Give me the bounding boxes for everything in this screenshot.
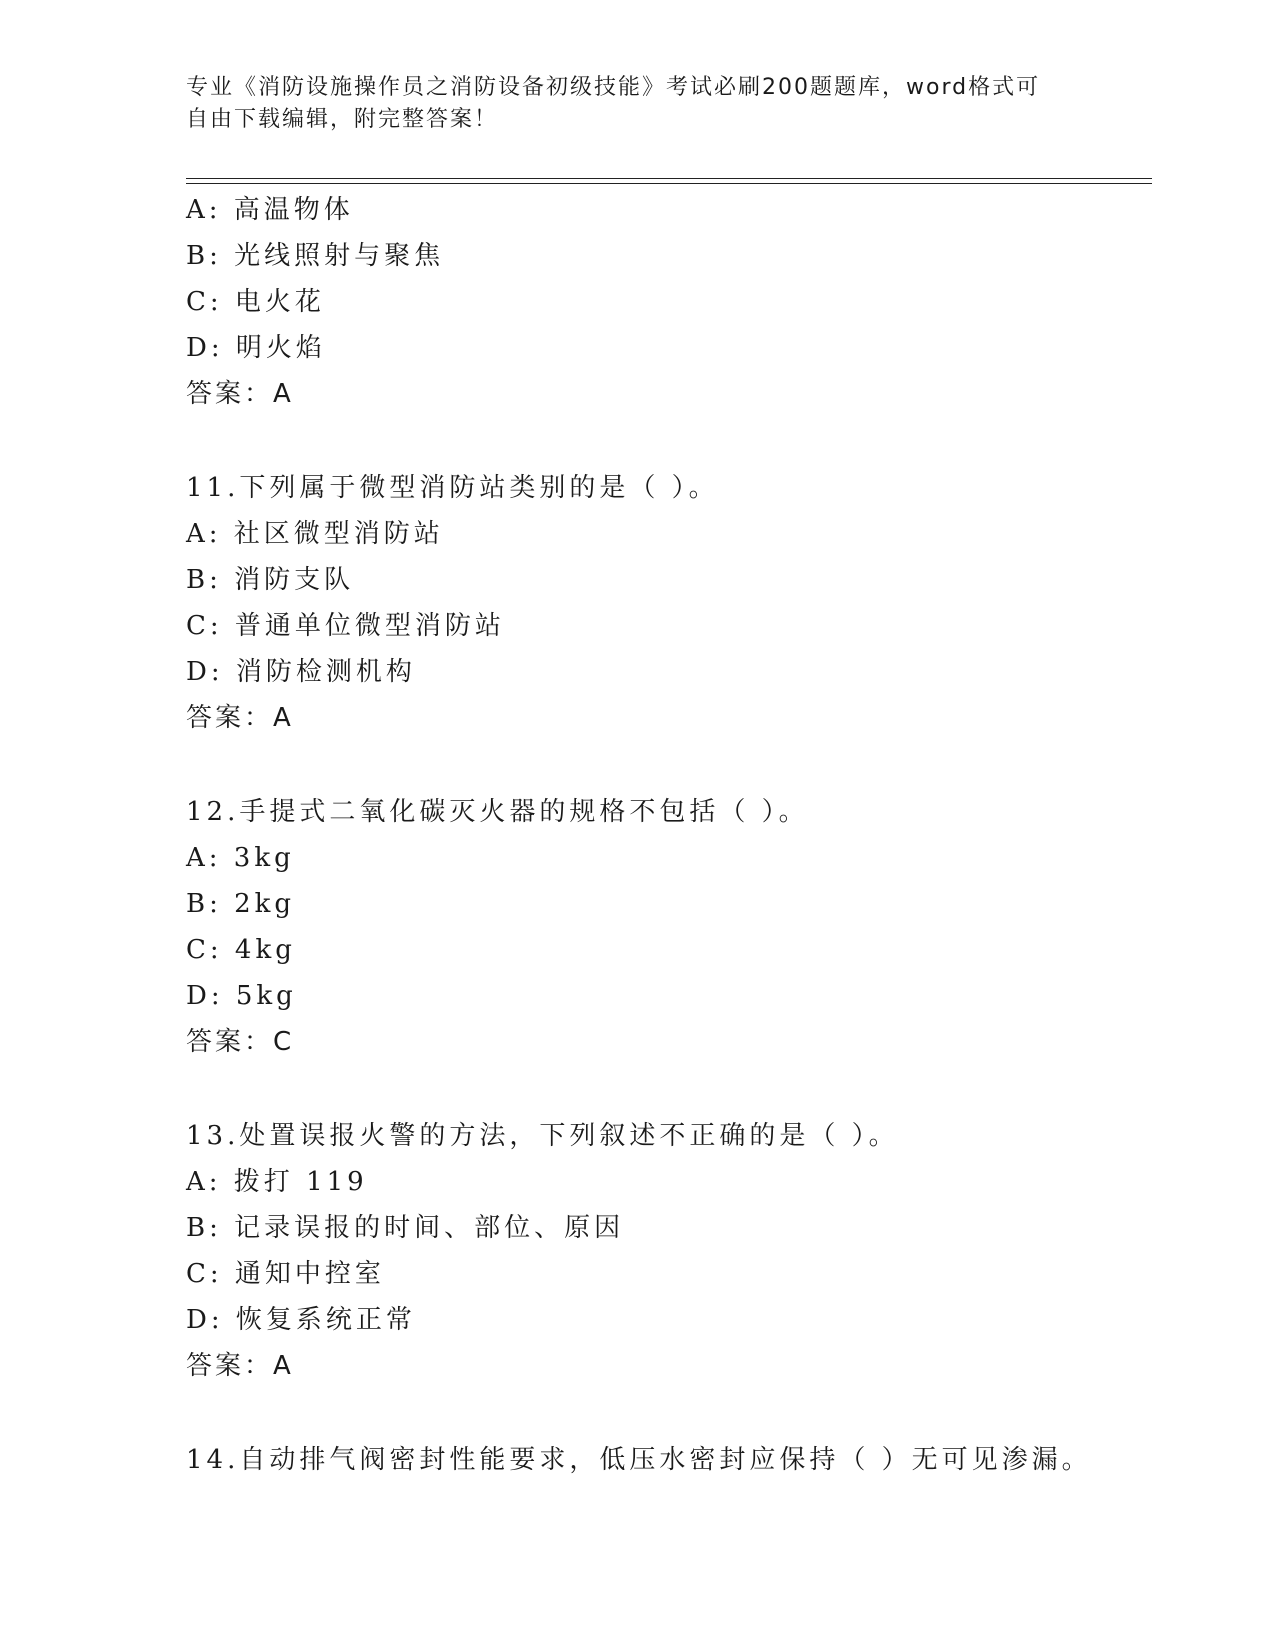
question-text: 12.手提式二氧化碳灭火器的规格不包括（ ）。 [186,797,809,827]
header-line-2: 自由下载编辑，附完整答案！ [186,107,499,132]
document-header [186,72,1076,136]
option-d: D: 消防检测机构 [186,657,416,687]
option-a: A: 高温物体 [186,195,354,225]
option-a: A: 3kg [186,843,295,873]
header-rule-bottom [186,183,1152,184]
answer-line: 答案：A [186,379,294,409]
question-block-14 [186,1437,1152,1483]
header-rule-top [186,178,1152,179]
question-block-13 [186,1113,1152,1389]
option-c: C: 电火花 [186,287,325,317]
question-block-11 [186,465,1152,741]
option-b: B: 记录误报的时间、部位、原因 [186,1213,625,1243]
answer-line: 答案：A [186,1351,294,1381]
option-d: D: 恢复系统正常 [186,1305,416,1335]
question-list [186,187,1152,1483]
option-a: A: 拨打 119 [186,1167,368,1197]
option-d: D: 5kg [186,981,297,1011]
option-a: A: 社区微型消防站 [186,519,444,549]
question-text: 14.自动排气阀密封性能要求，低压水密封应保持（ ）无可见渗漏。 [186,1445,1092,1475]
header-line-1: 专业《消防设施操作员之消防设备初级技能》考试必刷200题题库，word格式可 [186,75,1041,100]
question-text: 13.处置误报火警的方法，下列叙述不正确的是（ ）。 [186,1121,899,1151]
option-d: D: 明火焰 [186,333,326,363]
option-b: B: 消防支队 [186,565,355,595]
option-c: C: 4kg [186,935,296,965]
answer-line: 答案：C [186,1027,295,1057]
question-text: 11.下列属于微型消防站类别的是（ ）。 [186,473,719,503]
option-c: C: 普通单位微型消防站 [186,611,505,641]
option-c: C: 通知中控室 [186,1259,385,1289]
question-block-12 [186,789,1152,1065]
answer-line: 答案：A [186,703,294,733]
option-b: B: 2kg [186,889,296,919]
question-block-10 [186,187,1152,417]
option-b: B: 光线照射与聚焦 [186,241,445,271]
